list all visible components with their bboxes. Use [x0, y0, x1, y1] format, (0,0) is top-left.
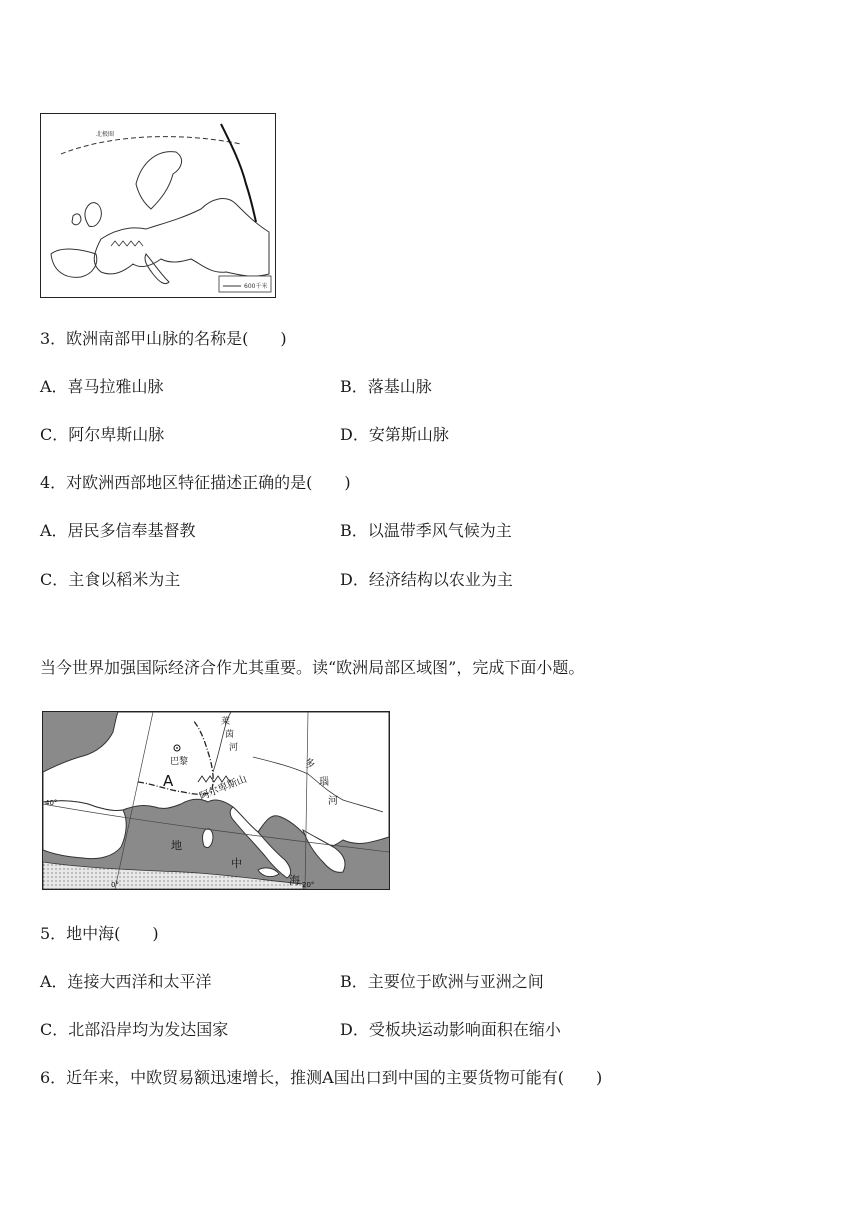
- danube-label-2: 瑙: [319, 777, 329, 788]
- question-4-option-a[interactable]: A．居民多信奉基督教: [40, 521, 196, 540]
- danube-label-1: 多: [305, 759, 315, 770]
- question-5-option-b[interactable]: B．主要位于欧洲与亚洲之间: [340, 972, 544, 991]
- question-5-option-c[interactable]: C．北部沿岸均为发达国家: [40, 1020, 229, 1039]
- alps-label: 阿尔卑斯山: [198, 773, 249, 803]
- mediterranean-label-2: 中: [231, 857, 242, 870]
- italy-outline: [145, 254, 169, 284]
- arctic-circle-label: 北极圈: [96, 131, 115, 138]
- rhine-label-2: 茵: [225, 730, 235, 740]
- question-3-option-c[interactable]: C．阿尔卑斯山脉: [40, 425, 165, 444]
- sicily-land: [258, 868, 279, 877]
- mediterranean-label-1: 地: [171, 839, 182, 852]
- paris-label: 巴黎: [170, 757, 189, 767]
- country-a-label: A: [163, 772, 174, 790]
- mediterranean-label-3: 海: [289, 874, 300, 887]
- question-4-option-c[interactable]: C．主食以稻米为主: [40, 570, 181, 589]
- ireland-outline: [72, 214, 81, 225]
- europe-map-drawing: [41, 114, 275, 297]
- question-4-option-d[interactable]: D．经济结构以农业为主: [340, 570, 513, 589]
- arctic-circle-line: [61, 137, 241, 154]
- question-3-option-b[interactable]: B．落基山脉: [340, 377, 432, 396]
- longitude-0-label: 0°: [111, 881, 119, 889]
- question-3-option-a[interactable]: A．喜马拉雅山脉: [40, 377, 164, 396]
- europe-regional-map: [42, 711, 390, 890]
- latitude-40-label: 40°: [45, 799, 58, 807]
- question-5-option-d[interactable]: D．受板块运动影响面积在缩小: [340, 1020, 561, 1039]
- danube-label-3: 河: [328, 796, 338, 807]
- rhine-label-1: 莱: [221, 717, 231, 727]
- passage-intro: 当今世界加强国际经济合作尤其重要。读“欧洲局部区域图”，完成下面小题。: [40, 658, 585, 677]
- question-3-stem: 3．欧洲南部甲山脉的名称是( ): [40, 329, 287, 348]
- question-5-option-a[interactable]: A．连接大西洋和太平洋: [40, 972, 212, 991]
- mountain-range: [111, 241, 143, 246]
- europe-map: [40, 113, 276, 298]
- question-4-stem: 4．对欧洲西部地区特征描述正确的是( ): [40, 473, 351, 492]
- iberia-outline: [51, 249, 97, 277]
- question-5-stem: 5．地中海( ): [40, 924, 159, 943]
- paris-marker-dot: [176, 747, 178, 749]
- question-3-option-d[interactable]: D．安第斯山脉: [340, 425, 449, 444]
- rhine-label-3: 河: [229, 743, 239, 753]
- regional-map-drawing: [43, 712, 389, 889]
- sardinia-land: [203, 829, 213, 848]
- continent-outline: [94, 199, 269, 277]
- scandinavia-outline: [136, 152, 182, 209]
- question-6-stem: 6．近年来，中欧贸易额迅速增长，推测A国出口到中国的主要货物可能有( ): [40, 1068, 603, 1087]
- britain-outline: [85, 203, 101, 227]
- question-4-option-b[interactable]: B．以温带季风气候为主: [340, 521, 512, 540]
- longitude-20-label: 20°: [302, 881, 315, 889]
- ural-boundary: [221, 124, 256, 222]
- scale-label: 600千米: [244, 283, 268, 290]
